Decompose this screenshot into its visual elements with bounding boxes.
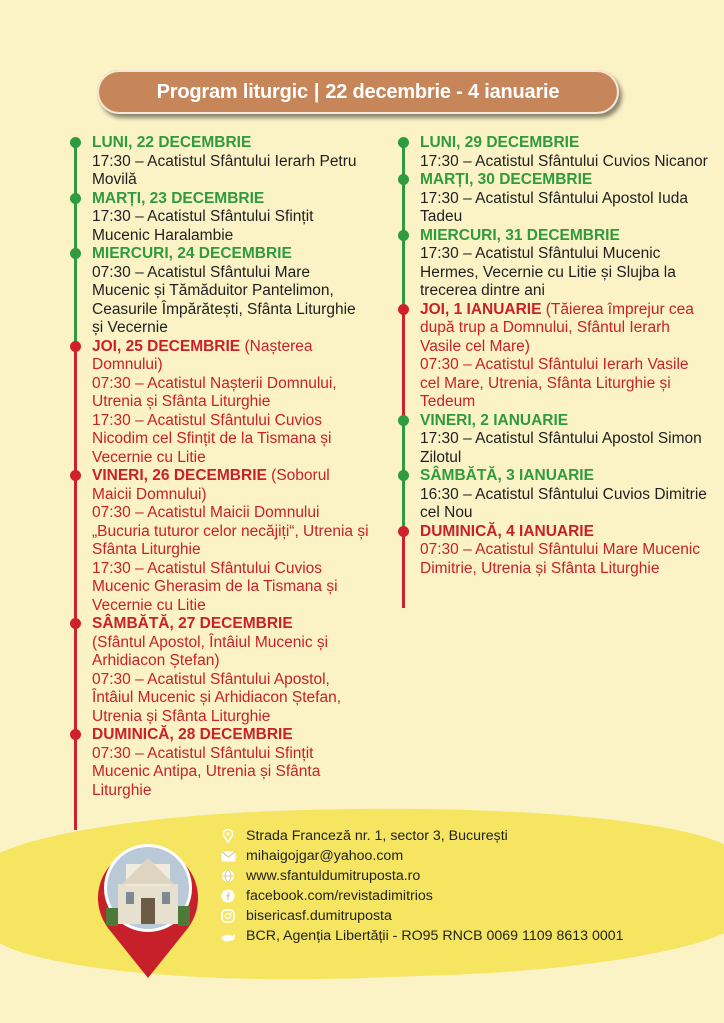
entry-heading <box>92 190 370 209</box>
facebook-icon <box>220 889 236 903</box>
schedule-right-column <box>398 134 708 578</box>
schedule-entry <box>398 301 708 412</box>
instagram-icon <box>220 909 236 923</box>
entry-heading <box>92 726 370 745</box>
service-line: 07:30 – Acatistul Sfântului Mare Mucenic Dimitrie, Utrenia și Sfânta Liturghie <box>420 541 701 577</box>
timeline-dot <box>398 526 409 537</box>
feast-note: (Nașterea Domnului) <box>92 337 313 373</box>
service-line: 17:30 – Acatistul Sfântului Cuvios Nicanor <box>420 152 708 170</box>
schedule-entry <box>398 171 708 227</box>
service-line: 16:30 – Acatistul Sfântului Cuvios Dimitrie cel Nou <box>420 485 707 521</box>
entry-heading <box>420 134 708 153</box>
email-icon <box>220 849 236 863</box>
schedule-entry <box>70 467 370 615</box>
day-label: SÂMBĂTĂ, 3 IANUARIE <box>420 467 594 484</box>
entry-heading <box>92 245 370 264</box>
schedule-entry <box>398 134 708 171</box>
timeline-dot <box>70 729 81 740</box>
day-label: MIERCURI, 24 DECEMBRIE <box>92 245 292 262</box>
contact-row <box>220 886 624 906</box>
service-line: 17:30 – Acatistul Sfântului Cuvios Mucenic Gherasim de la Tismana și Vecernie cu Litie <box>92 559 338 614</box>
church-location-pin <box>86 828 210 978</box>
banner-date-range: 22 decembrie - 4 ianuarie <box>325 81 560 103</box>
timeline-line <box>74 346 77 476</box>
schedule-entry <box>398 523 708 579</box>
timeline-line <box>402 309 405 420</box>
day-label: MARȚI, 23 DECEMBRIE <box>92 189 265 207</box>
schedule-entry <box>70 245 370 338</box>
service-line: 07:30 – Acatistul Sfântului Mare Mucenic și Tămăduitor Pantelimon, Ceasurile Împărătești, Sfânta Liturghie și Vecernie <box>92 263 356 336</box>
contact-text: mihaigojgar@yahoo.com <box>246 848 404 864</box>
day-label: MARȚI, 30 DECEMBRIE <box>420 171 593 188</box>
service-line: 17:30 – Acatistul Sfântului Apostol Iuda Tadeu <box>420 189 688 225</box>
timeline-line <box>74 623 77 734</box>
service-line: 17:30 – Acatistul Sfântului Mucenic Hermes, Vecernie cu Litie și Slujba la trecerea dintre ani <box>420 245 676 299</box>
globe-icon <box>220 869 236 883</box>
service-line: 07:30 – Acatistul Nașterii Domnului, Utrenia și Sfânta Liturghie <box>92 374 337 410</box>
timeline-dot <box>70 341 81 352</box>
schedule-entry <box>398 227 708 301</box>
schedule-entry <box>398 467 708 523</box>
day-label: JOI, 25 DECEMBRIE <box>92 337 241 355</box>
timeline-line <box>402 531 405 609</box>
entry-heading <box>420 301 708 357</box>
service-line: 07:30 – Acatistul Maicii Domnului „Bucuria tuturor celor necăjiți“, Utrenia și Sfânta Liturghie <box>92 504 369 558</box>
day-label: DUMINICĂ, 28 DECEMBRIE <box>92 726 293 743</box>
service-line: 07:30 – Acatistul Sfântului Sfințit Mucenic Antipa, Utrenia și Sfânta Liturghie <box>92 744 321 799</box>
entry-heading <box>420 523 708 542</box>
timeline-dot <box>70 137 81 148</box>
service-line: 17:30 – Acatistul Sfântului Apostol Simon Zilotul <box>420 430 702 466</box>
service-line: 17:30 – Acatistul Sfântului Cuvios Nicodim cel Sfințit de la Tismana și Vecernie cu Litie <box>92 411 332 466</box>
entry-heading <box>92 134 370 153</box>
contact-text: Strada Franceză nr. 1, sector 3, București <box>246 828 508 844</box>
contact-text: BCR, Agenția Libertății - RO95 RNCB 0069 1109 8613 0001 <box>246 928 624 944</box>
entry-heading <box>420 227 708 246</box>
schedule-entry <box>70 190 370 246</box>
entry-heading <box>420 412 708 431</box>
title-banner <box>97 70 619 114</box>
timeline-line <box>74 734 77 830</box>
contact-row <box>220 866 624 886</box>
entry-heading <box>92 615 370 671</box>
entry-heading <box>420 171 708 190</box>
timeline-dot <box>70 470 81 481</box>
day-label: SÂMBĂTĂ, 27 DECEMBRIE <box>92 615 293 632</box>
timeline-dot <box>70 193 81 204</box>
schedule-left-column <box>70 134 370 800</box>
timeline-dot <box>70 248 81 259</box>
contact-row <box>220 826 624 846</box>
banner-separator: | <box>313 81 320 103</box>
schedule-entry <box>398 412 708 468</box>
feast-note: (Sfântul Apostol, Întâiul Mucenic și Arhidiacon Ștefan) <box>92 633 329 669</box>
timeline-dot <box>398 470 409 481</box>
location-icon <box>220 829 236 843</box>
service-line: 07:30 – Acatistul Sfântului Ierarh Vasile cel Mare, Utrenia, Sfânta Liturghie și Tedeum <box>420 356 689 410</box>
timeline-dot <box>398 174 409 185</box>
feast-note: (Soborul Maicii Domnului) <box>92 467 330 503</box>
timeline-line <box>74 253 77 346</box>
timeline-line <box>74 475 77 623</box>
day-label: VINERI, 2 IANUARIE <box>420 411 569 429</box>
day-label: DUMINICĂ, 4 IANUARIE <box>420 522 594 540</box>
entry-heading <box>92 338 370 375</box>
feast-note: (Tăierea împrejur cea după trup a Domnului, Sfântul Ierarh Vasile cel Mare) <box>420 300 694 355</box>
contact-text: facebook.com/revistadimitrios <box>246 888 433 904</box>
banner-title: Program liturgic <box>156 81 308 103</box>
service-line: 17:30 – Acatistul Sfântului Sfințit Mucenic Haralambie <box>92 208 314 244</box>
service-line: 17:30 – Acatistul Sfântului Ierarh Petru Movilă <box>92 152 357 188</box>
bank-icon <box>220 929 236 943</box>
schedule-entry <box>70 726 370 800</box>
schedule-entry <box>70 338 370 468</box>
service-line: 07:30 – Acatistul Sfântului Apostol, Întâiul Mucenic și Arhidiacon Ștefan, Utrenia și Sfânta Liturghie <box>92 670 341 725</box>
contact-text: bisericasf.dumitruposta <box>246 908 392 924</box>
timeline-line <box>402 235 405 309</box>
timeline-dot <box>70 618 81 629</box>
day-label: JOI, 1 IANUARIE <box>420 300 542 318</box>
day-label: LUNI, 22 DECEMBRIE <box>92 134 252 151</box>
timeline-dot <box>398 230 409 241</box>
timeline-dot <box>398 304 409 315</box>
contact-list <box>220 826 624 946</box>
timeline-dot <box>398 137 409 148</box>
timeline-dot <box>398 415 409 426</box>
contact-row <box>220 926 624 946</box>
schedule-entry <box>70 615 370 726</box>
day-label: VINERI, 26 DECEMBRIE <box>92 467 267 484</box>
day-label: MIERCURI, 31 DECEMBRIE <box>420 226 620 244</box>
day-label: LUNI, 29 DECEMBRIE <box>420 134 580 151</box>
entry-heading <box>92 467 370 504</box>
schedule-entry <box>70 134 370 190</box>
contact-row <box>220 906 624 926</box>
entry-heading <box>420 467 708 486</box>
contact-text: www.sfantuldumitruposta.ro <box>246 868 421 884</box>
contact-row <box>220 846 624 866</box>
